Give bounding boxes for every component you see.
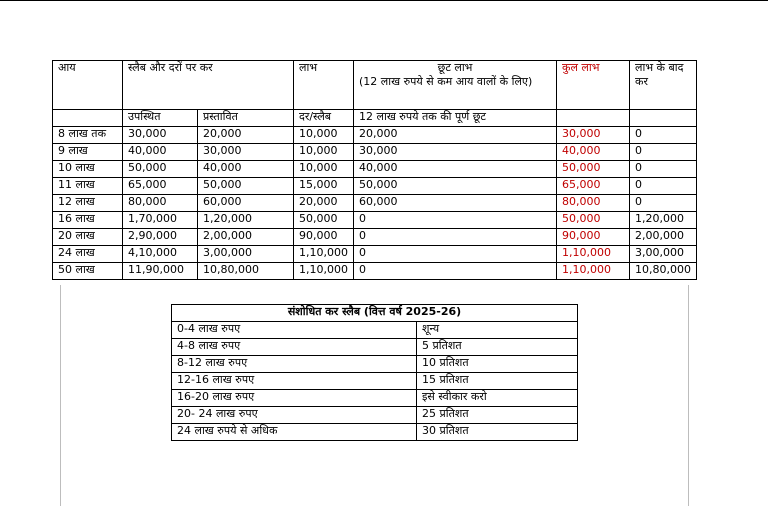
header-income: आय [53, 61, 123, 110]
cell-total-benefit: 50,000 [557, 161, 630, 178]
cell-total-benefit: 50,000 [557, 212, 630, 229]
slab-range: 12-16 लाख रुपए [172, 373, 417, 390]
cell-proposed: 20,000 [198, 127, 294, 144]
slab-row [172, 407, 578, 424]
cell-after-benefit: 0 [630, 195, 697, 212]
cell-after-benefit: 10,80,000 [630, 263, 697, 280]
cell-rebate: 20,000 [354, 127, 557, 144]
slab-row [172, 390, 578, 407]
cell-proposed: 10,80,000 [198, 263, 294, 280]
slab-row [172, 356, 578, 373]
cell-after-benefit: 2,00,000 [630, 229, 697, 246]
page-margin-right [688, 285, 689, 506]
cell-income: 24 लाख [53, 246, 123, 263]
cell-income: 11 लाख [53, 178, 123, 195]
cell-rebate: 0 [354, 212, 557, 229]
slab-rate: 30 प्रतिशत [417, 424, 578, 441]
cell-current: 65,000 [123, 178, 198, 195]
table-row [53, 161, 697, 178]
cell-proposed: 50,000 [198, 178, 294, 195]
table-row [53, 195, 697, 212]
header-benefit: लाभ [294, 61, 354, 110]
header-after-benefit: लाभ के बाद कर [630, 61, 697, 110]
cell-proposed: 3,00,000 [198, 246, 294, 263]
cell-total-benefit: 80,000 [557, 195, 630, 212]
cell-income: 50 लाख [53, 263, 123, 280]
cell-current: 4,10,000 [123, 246, 198, 263]
table-row [53, 229, 697, 246]
cell-total-benefit: 90,000 [557, 229, 630, 246]
cell-after-benefit: 0 [630, 161, 697, 178]
slab-row [172, 424, 578, 441]
cell-benefit: 10,000 [294, 127, 354, 144]
cell-rebate: 0 [354, 229, 557, 246]
cell-rebate: 0 [354, 246, 557, 263]
cell-total-benefit: 1,10,000 [557, 246, 630, 263]
cell-total-benefit: 65,000 [557, 178, 630, 195]
slab-row [172, 322, 578, 339]
cell-benefit: 50,000 [294, 212, 354, 229]
subheader-current: उपस्थित [123, 110, 198, 127]
page-margin-left [60, 285, 61, 506]
slab-row [172, 339, 578, 356]
cell-total-benefit: 40,000 [557, 144, 630, 161]
slab-range: 8-12 लाख रुपए [172, 356, 417, 373]
header-rebate [354, 61, 557, 110]
cell-current: 30,000 [123, 127, 198, 144]
tax-comparison-table [52, 60, 697, 280]
subheader-proposed: प्रस्तावित [198, 110, 294, 127]
subheader-empty [630, 110, 697, 127]
slab-table-title: संशोधित कर स्लैब (वित्त वर्ष 2025-26) [172, 305, 578, 322]
subheader-empty [53, 110, 123, 127]
cell-total-benefit: 30,000 [557, 127, 630, 144]
table-row [53, 144, 697, 161]
slab-rate: 25 प्रतिशत [417, 407, 578, 424]
cell-income: 9 लाख [53, 144, 123, 161]
cell-current: 80,000 [123, 195, 198, 212]
cell-proposed: 2,00,000 [198, 229, 294, 246]
cell-current: 50,000 [123, 161, 198, 178]
header-rebate-note: (12 लाख रुपये से कम आय वालों के लिए) [359, 75, 533, 88]
cell-benefit: 10,000 [294, 144, 354, 161]
cell-rebate: 50,000 [354, 178, 557, 195]
cell-benefit: 1,10,000 [294, 246, 354, 263]
cell-current: 11,90,000 [123, 263, 198, 280]
cell-current: 1,70,000 [123, 212, 198, 229]
cell-income: 16 लाख [53, 212, 123, 229]
cell-rebate: 30,000 [354, 144, 557, 161]
subheader-empty [557, 110, 630, 127]
cell-benefit: 20,000 [294, 195, 354, 212]
cell-current: 2,90,000 [123, 229, 198, 246]
table-row [53, 178, 697, 195]
cell-proposed: 40,000 [198, 161, 294, 178]
subheader-rate-slab: दर/स्लैब [294, 110, 354, 127]
slab-rate: 10 प्रतिशत [417, 356, 578, 373]
cell-after-benefit: 0 [630, 144, 697, 161]
slab-range: 0-4 लाख रुपए [172, 322, 417, 339]
page-top-border [0, 0, 768, 1]
cell-benefit: 90,000 [294, 229, 354, 246]
cell-proposed: 60,000 [198, 195, 294, 212]
cell-benefit: 1,10,000 [294, 263, 354, 280]
slab-rate: इसे स्वीकार करो [417, 390, 578, 407]
table-row [53, 263, 697, 280]
slab-range: 20- 24 लाख रुपए [172, 407, 417, 424]
header-slab-tax: स्लैब और दरों पर कर [123, 61, 294, 110]
subheader-full-rebate: 12 लाख रुपये तक की पूर्ण छूट [354, 110, 557, 127]
revised-tax-slab-table [171, 304, 578, 441]
cell-rebate: 60,000 [354, 195, 557, 212]
cell-proposed: 1,20,000 [198, 212, 294, 229]
subheader-row [53, 110, 697, 127]
cell-after-benefit: 0 [630, 127, 697, 144]
slab-row [172, 373, 578, 390]
cell-rebate: 40,000 [354, 161, 557, 178]
table-row [53, 127, 697, 144]
slab-title-row [172, 305, 578, 322]
header-row [53, 61, 697, 110]
cell-after-benefit: 0 [630, 178, 697, 195]
cell-rebate: 0 [354, 263, 557, 280]
table-row [53, 246, 697, 263]
cell-benefit: 10,000 [294, 161, 354, 178]
cell-proposed: 30,000 [198, 144, 294, 161]
cell-after-benefit: 1,20,000 [630, 212, 697, 229]
cell-income: 10 लाख [53, 161, 123, 178]
slab-range: 24 लाख रुपये से अधिक [172, 424, 417, 441]
cell-income: 20 लाख [53, 229, 123, 246]
cell-income: 8 लाख तक [53, 127, 123, 144]
header-total-benefit: कुल लाभ [557, 61, 630, 110]
slab-rate: 5 प्रतिशत [417, 339, 578, 356]
cell-income: 12 लाख [53, 195, 123, 212]
slab-rate: 15 प्रतिशत [417, 373, 578, 390]
cell-total-benefit: 1,10,000 [557, 263, 630, 280]
slab-range: 16-20 लाख रुपए [172, 390, 417, 407]
table-row [53, 212, 697, 229]
header-rebate-title: छूट लाभ [437, 61, 473, 74]
cell-current: 40,000 [123, 144, 198, 161]
cell-after-benefit: 3,00,000 [630, 246, 697, 263]
cell-benefit: 15,000 [294, 178, 354, 195]
slab-rate: शून्य [417, 322, 578, 339]
slab-range: 4-8 लाख रुपए [172, 339, 417, 356]
